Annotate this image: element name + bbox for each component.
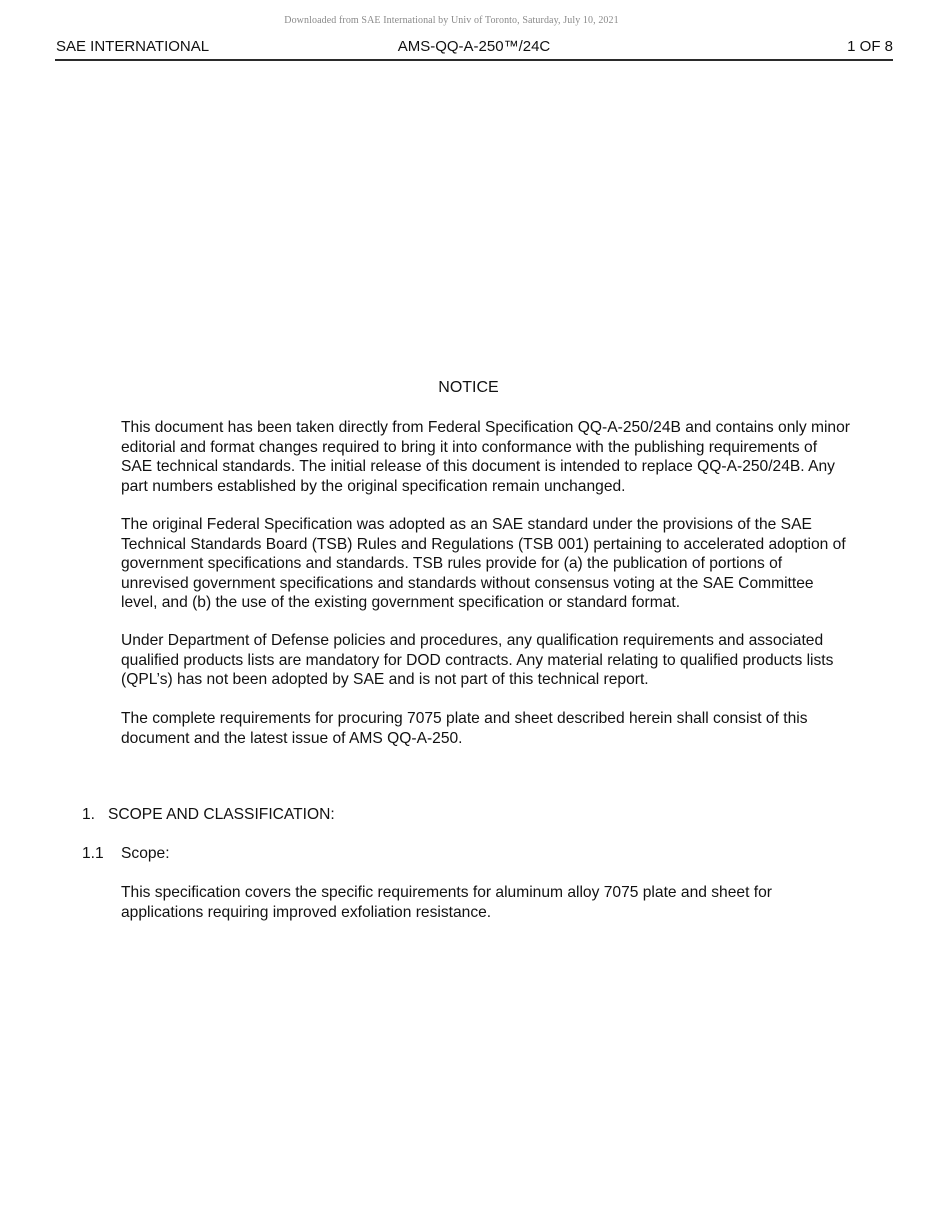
header-document-number: AMS-QQ-A-250™/24C bbox=[397, 38, 551, 55]
section-1-title: SCOPE AND CLASSIFICATION: bbox=[108, 806, 335, 823]
section-1-heading bbox=[82, 806, 335, 824]
section-1-1-number: 1.1 bbox=[82, 845, 104, 862]
notice-title: NOTICE bbox=[438, 379, 499, 396]
section-1-1-title: Scope: bbox=[121, 845, 170, 862]
header-page-indicator: 1 OF 8 bbox=[847, 38, 893, 55]
scope-paragraph: This specification covers the specific requirements for aluminum alloy 7075 plate and sheet for applications requiring improved exfoliation resistance. bbox=[121, 884, 772, 921]
notice-paragraph-4: The complete requirements for procuring 7075 plate and sheet described herein shall consist of this document and the latest issue of AMS QQ-A-250. bbox=[121, 710, 808, 747]
section-1-number: 1. bbox=[82, 806, 96, 823]
notice-paragraph-3: Under Department of Defense policies and procedures, any qualification requirements and associated qualified products lists are mandatory for DOD contracts. Any material relating to qualified products lists (QPL’s) has not been adopted by SAE and is not part of this technical report. bbox=[121, 632, 834, 688]
notice-paragraph-1: This document has been taken directly from Federal Specification QQ-A-250/24B and contains only minor editorial and format changes required to bring it into conformance with the publishing requirements of SAE technical standards. The initial release of this document is intended to replace QQ-A-250/24B. Any part numbers established by the original specification remain unchanged. bbox=[121, 419, 850, 495]
download-watermark: Downloaded from SAE International by Univ of Toronto, Saturday, July 10, 2021 bbox=[284, 15, 619, 26]
section-1-1-heading bbox=[82, 845, 170, 863]
notice-paragraph-2: The original Federal Specification was adopted as an SAE standard under the provisions of the SAE Technical Standards Board (TSB) Rules and Regulations (TSB 001) pertaining to accelerated adoption of government specifications and standards. TSB rules provide for (a) the publication of portions of unrevised government specifications and standards without consensus voting at the SAE Committee level, and (b) the use of the existing government specification or standard format. bbox=[121, 516, 846, 611]
page-header bbox=[55, 37, 893, 61]
header-organization: SAE INTERNATIONAL bbox=[56, 38, 210, 55]
